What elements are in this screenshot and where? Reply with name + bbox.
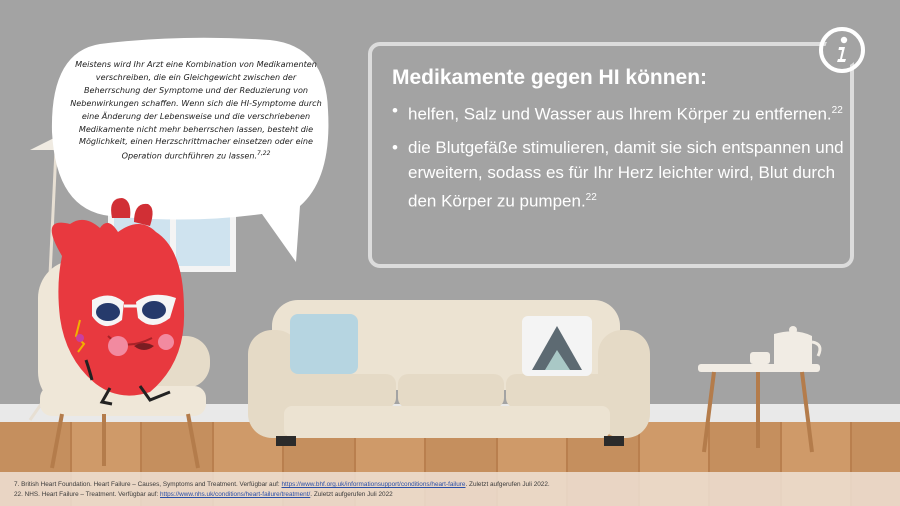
info-bullet [392,135,844,214]
reference-item [14,491,393,498]
side-table [698,364,820,452]
cup-icon [750,352,770,364]
reference-prefix: 7. British Heart Foundation. Heart Failure – Causes, Symptoms and Treatment. Verfügbar auf: [14,481,282,488]
speech-bubble-text [70,58,322,163]
teapot-icon [774,326,820,364]
reference-suffix: . Zuletzt aufgerufen Juli 2022 [310,491,393,498]
bullet-text: helfen, Salz und Wasser aus Ihrem Körper zu entfernen. [408,104,832,124]
sofa [248,300,650,446]
reference-link[interactable]: https://www.nhs.uk/conditions/heart-failure/treatment/ [160,491,311,498]
bubble-body: Meistens wird Ihr Arzt eine Kombination von Medikamenten verschreiben, die ein Gleichgewicht zwischen der Beherrschung der Symptome und der Reduzierung von Nebenwirkungen schaffen. Wenn sich die HI-Symptome durch eine Änderung der Lebensweise und die verschriebenen Medikamente nicht mehr beherrschen lassen, besteht die Möglichkeit, einen Herzschrittmacher einsetzen oder eine Operation durchführen zu lassen. [70,59,322,162]
reference-prefix: 22. NHS. Heart Failure – Treatment. Verfügbar auf: [14,491,160,498]
reference-suffix: . Zuletzt aufgerufen Juli 2022. [465,481,550,488]
references-bar [0,472,900,506]
bubble-citation: 7,22 [257,150,271,158]
bullet-text: die Blutgefäße stimulieren, damit sie sich entspannen und erweitern, sodass es für Ihr Herz leichter wird, Blut durch den Körper zu pumpen. [408,137,844,211]
reference-link[interactable]: https://www.bhf.org.uk/informationsupport/conditions/heart-failure [281,481,466,488]
info-bullet-list [392,98,844,221]
info-bullet [392,98,844,127]
bullet-citation: 22 [585,191,597,203]
reference-item [14,481,550,488]
bullet-citation: 22 [831,105,843,116]
info-title: Medikamente gegen HI können: [392,66,708,89]
info-icon [818,26,866,74]
